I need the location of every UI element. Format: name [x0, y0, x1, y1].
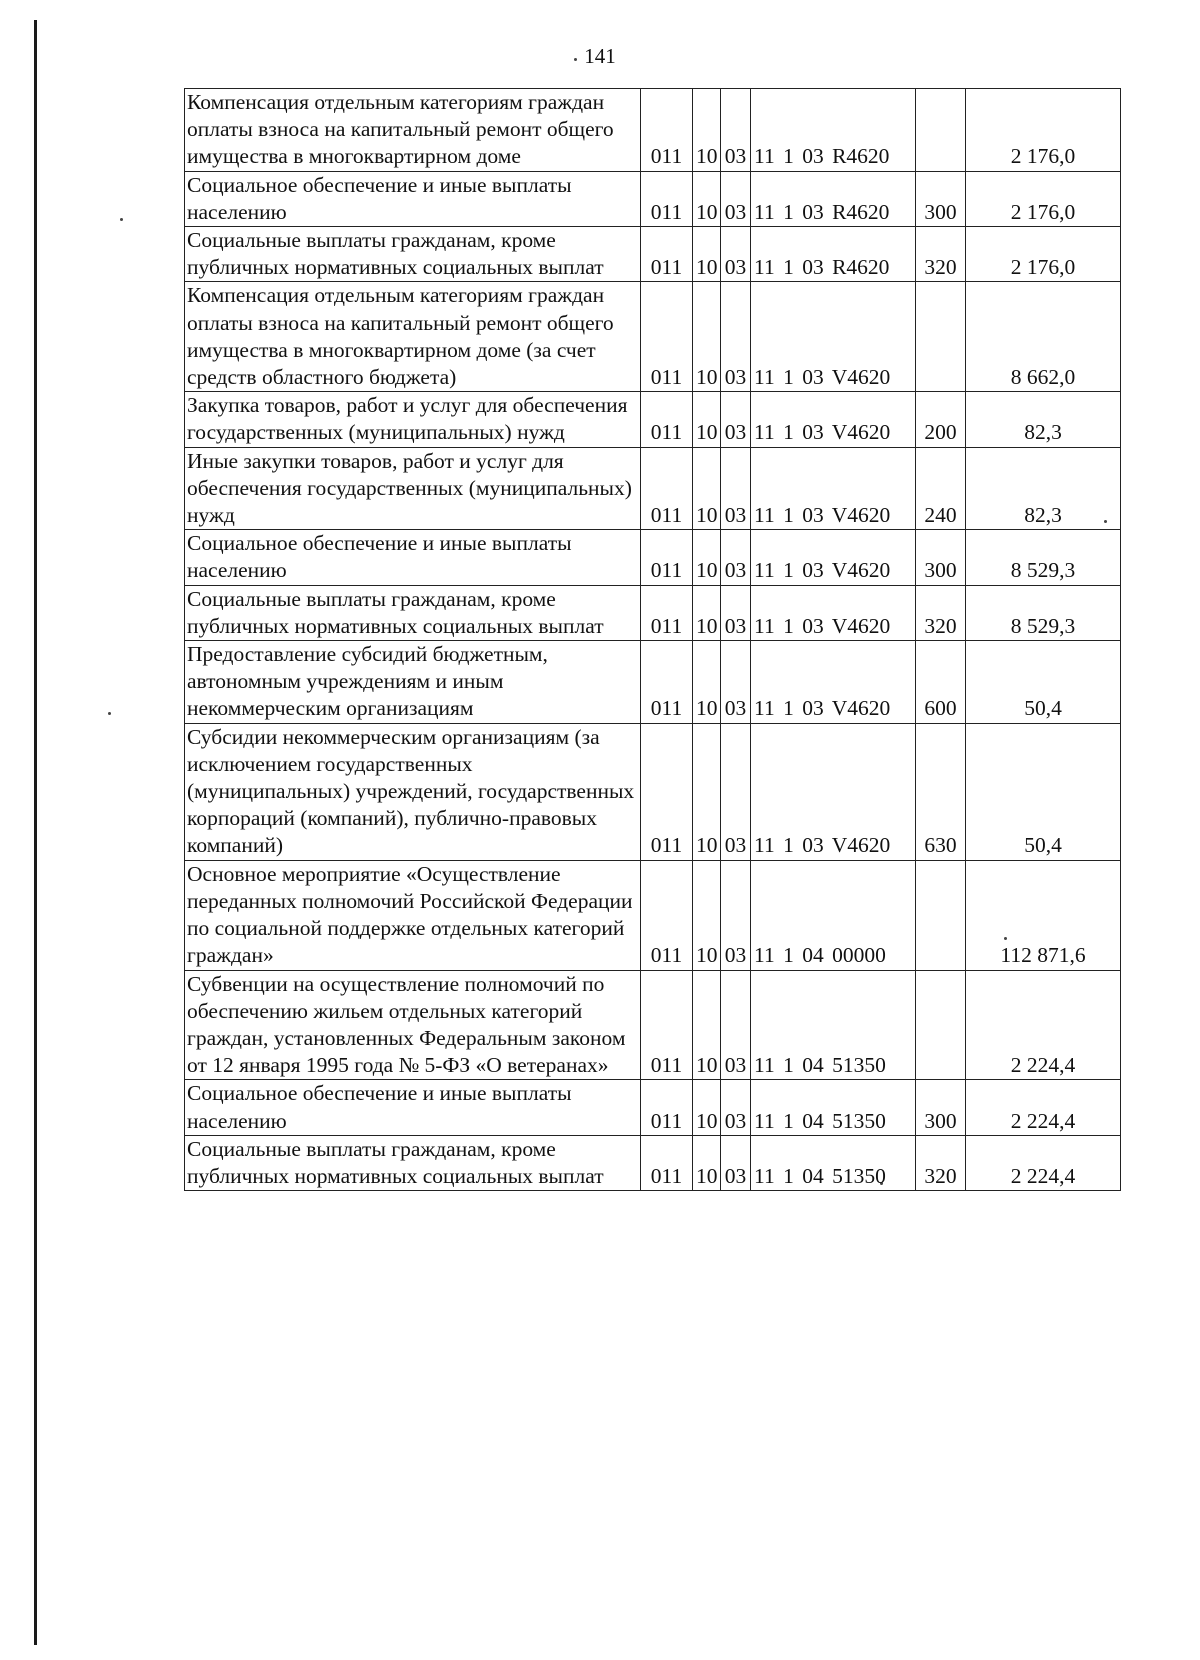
- target-article-code-cell: 11 1 04 51350: [751, 1080, 916, 1135]
- target-article-code-cell: 11 1 03 V4620: [751, 585, 916, 640]
- expense-name-cell: Социальное обеспечение и иные выплаты населению: [185, 530, 641, 585]
- scan-speck: [120, 218, 123, 221]
- target-article-code-cell: 11 1 03 R4620: [751, 227, 916, 282]
- expense-name-cell: Социальное обеспечение и иные выплаты населению: [185, 171, 641, 226]
- expense-name-cell: Субвенции на осуществление полномочий по обеспечению жильем отдельных категорий граждан, установленных Федеральным законом от 12 января 1995 года № 5-ФЗ «О ветеранах»: [185, 970, 641, 1080]
- table-row: [185, 641, 1121, 724]
- subsection-code-cell: 03: [721, 1080, 751, 1135]
- ministry-code-cell: 011: [641, 447, 693, 530]
- section-code-cell: 10: [693, 641, 721, 724]
- target-article-code-cell: 11 1 03 V4620: [751, 530, 916, 585]
- subsection-code-cell: 03: [721, 447, 751, 530]
- ministry-code-cell: 011: [641, 585, 693, 640]
- target-article-code-cell: 11 1 04 51350: [751, 970, 916, 1080]
- expense-name-cell: Иные закупки товаров, работ и услуг для обеспечения государственных (муниципальных) нужд: [185, 447, 641, 530]
- target-article-code-cell: 11 1 04 00000: [751, 860, 916, 970]
- section-code-cell: 10: [693, 89, 721, 172]
- expense-name-cell: Закупка товаров, работ и услуг для обеспечения государственных (муниципальных) нужд: [185, 392, 641, 447]
- table-row: [185, 1080, 1121, 1135]
- subsection-code-cell: 03: [721, 171, 751, 226]
- amount-cell: 2 224,4: [966, 1080, 1121, 1135]
- expense-type-code-cell: 300: [916, 530, 966, 585]
- amount-cell: 2 176,0: [966, 227, 1121, 282]
- section-code-cell: 10: [693, 860, 721, 970]
- section-code-cell: 10: [693, 392, 721, 447]
- table-row: [185, 723, 1121, 860]
- amount-cell: 8 662,0: [966, 282, 1121, 392]
- ministry-code-cell: 011: [641, 970, 693, 1080]
- table-row: [185, 171, 1121, 226]
- expense-type-code-cell: 630: [916, 723, 966, 860]
- target-article-code-cell: 11 1 03 V4620: [751, 723, 916, 860]
- amount-cell: 2 176,0: [966, 89, 1121, 172]
- table-row: [185, 970, 1121, 1080]
- table-row: [185, 282, 1121, 392]
- expense-name-cell: Компенсация отдельным категориям граждан оплаты взноса на капитальный ремонт общего имущества в многоквартирном доме (за счет средств областного бюджета): [185, 282, 641, 392]
- ministry-code-cell: 011: [641, 1080, 693, 1135]
- amount-cell: 2 224,4: [966, 1135, 1121, 1190]
- subsection-code-cell: 03: [721, 1135, 751, 1190]
- expense-type-code-cell: [916, 282, 966, 392]
- expense-type-code-cell: 320: [916, 227, 966, 282]
- section-code-cell: 10: [693, 585, 721, 640]
- amount-cell: 8 529,3: [966, 585, 1121, 640]
- section-code-cell: 10: [693, 970, 721, 1080]
- subsection-code-cell: 03: [721, 641, 751, 724]
- expense-name-cell: Социальные выплаты гражданам, кроме публичных нормативных социальных выплат: [185, 227, 641, 282]
- ministry-code-cell: 011: [641, 1135, 693, 1190]
- section-code-cell: 10: [693, 171, 721, 226]
- target-article-code-cell: 11 1 03 R4620: [751, 171, 916, 226]
- expense-type-code-cell: 320: [916, 1135, 966, 1190]
- subsection-code-cell: 03: [721, 585, 751, 640]
- table-row: [185, 860, 1121, 970]
- expense-name-cell: Основное мероприятие «Осуществление переданных полномочий Российской Федерации по социальной поддержке отдельных категорий граждан»: [185, 860, 641, 970]
- expense-type-code-cell: 300: [916, 1080, 966, 1135]
- subsection-code-cell: 03: [721, 227, 751, 282]
- amount-cell: 2 224,4: [966, 970, 1121, 1080]
- target-article-code-cell: 11 1 03 R4620: [751, 89, 916, 172]
- page-number: 141: [584, 44, 616, 68]
- ministry-code-cell: 011: [641, 530, 693, 585]
- table-row: [185, 89, 1121, 172]
- target-article-code-cell: 11 1 04 51350: [751, 1135, 916, 1190]
- amount-cell: 8 529,3: [966, 530, 1121, 585]
- amount-cell: 50,4: [966, 723, 1121, 860]
- section-code-cell: 10: [693, 447, 721, 530]
- section-code-cell: 10: [693, 227, 721, 282]
- budget-table: [184, 88, 1121, 1191]
- expense-type-code-cell: [916, 860, 966, 970]
- section-code-cell: 10: [693, 1080, 721, 1135]
- budget-table-body: [185, 89, 1121, 1191]
- expense-type-code-cell: 300: [916, 171, 966, 226]
- ministry-code-cell: 011: [641, 392, 693, 447]
- amount-cell: 82,3: [966, 392, 1121, 447]
- expense-type-code-cell: 600: [916, 641, 966, 724]
- subsection-code-cell: 03: [721, 860, 751, 970]
- expense-type-code-cell: 240: [916, 447, 966, 530]
- expense-name-cell: Предоставление субсидий бюджетным, автономным учреждениям и иным некоммерческим организациям: [185, 641, 641, 724]
- amount-cell: 82,3: [966, 447, 1121, 530]
- section-code-cell: 10: [693, 530, 721, 585]
- amount-cell: 112 871,6: [966, 860, 1121, 970]
- subsection-code-cell: 03: [721, 723, 751, 860]
- target-article-code-cell: 11 1 03 V4620: [751, 392, 916, 447]
- ministry-code-cell: 011: [641, 227, 693, 282]
- subsection-code-cell: 03: [721, 970, 751, 1080]
- expense-type-code-cell: [916, 89, 966, 172]
- target-article-code-cell: 11 1 03 V4620: [751, 641, 916, 724]
- table-row: [185, 585, 1121, 640]
- scan-speck: [108, 712, 111, 715]
- subsection-code-cell: 03: [721, 89, 751, 172]
- expense-type-code-cell: [916, 970, 966, 1080]
- section-code-cell: 10: [693, 1135, 721, 1190]
- target-article-code-cell: 11 1 03 V4620: [751, 282, 916, 392]
- ministry-code-cell: 011: [641, 89, 693, 172]
- table-row: [185, 227, 1121, 282]
- ministry-code-cell: 011: [641, 171, 693, 226]
- table-row: [185, 447, 1121, 530]
- expense-name-cell: Социальные выплаты гражданам, кроме публичных нормативных социальных выплат: [185, 585, 641, 640]
- expense-name-cell: Компенсация отдельным категориям граждан оплаты взноса на капитальный ремонт общего имущества в многоквартирном доме: [185, 89, 641, 172]
- expense-type-code-cell: 320: [916, 585, 966, 640]
- ministry-code-cell: 011: [641, 860, 693, 970]
- expense-name-cell: Социальное обеспечение и иные выплаты населению: [185, 1080, 641, 1135]
- table-row: [185, 392, 1121, 447]
- table-row: [185, 530, 1121, 585]
- subsection-code-cell: 03: [721, 392, 751, 447]
- scan-edge-line: [34, 20, 37, 1645]
- section-code-cell: 10: [693, 723, 721, 860]
- ministry-code-cell: 011: [641, 641, 693, 724]
- amount-cell: 50,4: [966, 641, 1121, 724]
- table-row: [185, 1135, 1121, 1190]
- subsection-code-cell: 03: [721, 530, 751, 585]
- target-article-code-cell: 11 1 03 V4620: [751, 447, 916, 530]
- subsection-code-cell: 03: [721, 282, 751, 392]
- ministry-code-cell: 011: [641, 282, 693, 392]
- expense-name-cell: Социальные выплаты гражданам, кроме публичных нормативных социальных выплат: [185, 1135, 641, 1190]
- amount-cell: 2 176,0: [966, 171, 1121, 226]
- expense-type-code-cell: 200: [916, 392, 966, 447]
- section-code-cell: 10: [693, 282, 721, 392]
- expense-name-cell: Субсидии некоммерческим организациям (за исключением государственных (муниципальных) учреждений, государственных корпораций (компаний), публично-правовых компаний): [185, 723, 641, 860]
- ministry-code-cell: 011: [641, 723, 693, 860]
